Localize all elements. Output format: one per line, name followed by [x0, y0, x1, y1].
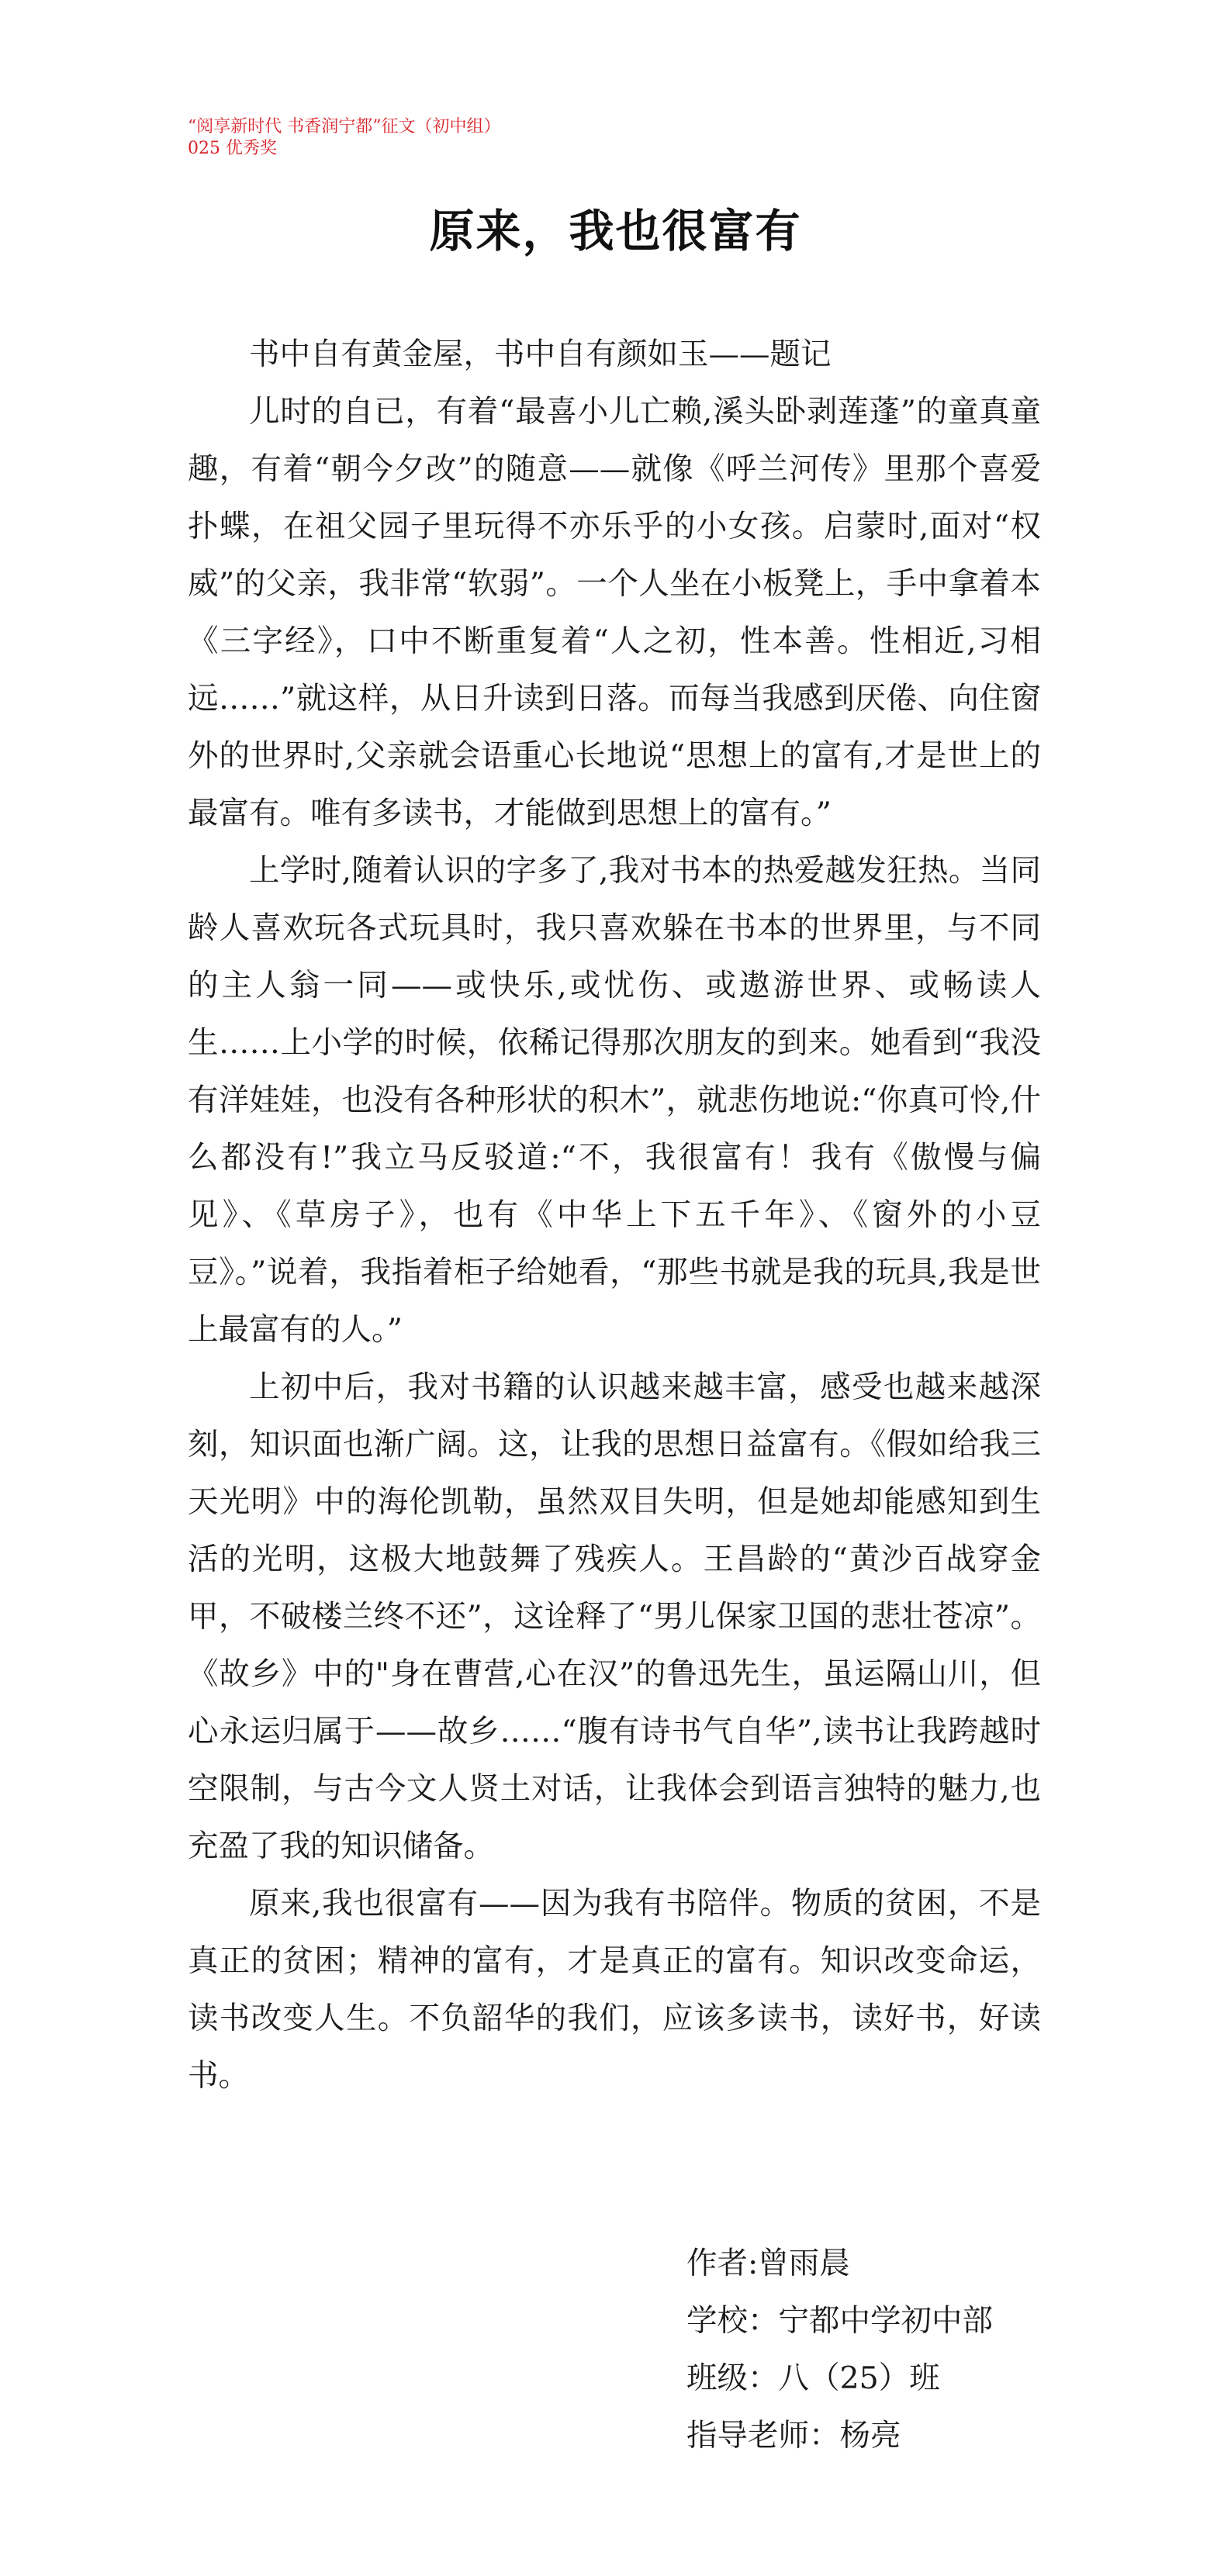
essay-body [188, 326, 1041, 2105]
author-line: 作者:曾雨晨 [686, 2246, 850, 2281]
essay-title: 原来，我也很富有 [429, 205, 802, 257]
contest-name: “阅享新时代 书香润宁都”征文（初中组） [188, 117, 501, 136]
award-level: 025 优秀奖 [188, 139, 277, 158]
teacher-line: 指导老师：杨亮 [686, 2418, 901, 2453]
paragraph-junior-high: 上初中后，我对书籍的认识越来越丰富，感受也越来越深刻，知识面也渐广阔。这，让我的思想日益富有。《假如给我三天光明》中的海伦凯勒，虽然双目失明，但是她却能感知到生活的光明，这极大地鼓舞了残疾人。王昌龄的“黄沙百战穿金甲，不破楼兰终不还”，这诠释了“男儿保家卫国的悲壮苍凉”。《故乡》中的"身在曹营,心在汉”的鲁迅先生，虽运隔山川，但心永运归属于——故乡……“腹有诗书气自华”,读书让我跨越时空限制，与古今文人贤土对话，让我体会到语言独特的魅力,也充盈了我的知识储备。 [188, 1369, 1041, 1864]
paragraph-school: 上学时,随着认识的字多了,我对书本的热爱越发狂热。当同龄人喜欢玩各式玩具时，我只喜欢躲在书本的世界里，与不同的主人翁一同——或快乐,或忧伤、或遨游世界、或畅读人生……上小学的时候，依稀记得那次朋友的到来。她看到“我没有洋娃娃，也没有各种形状的积木”，就悲伤地说:“你真可怜,什么都没有!”我立马反驳道:“不，我很富有！我有《傲慢与偏见》、《草房子》，也有《中华上下五千年》、《窗外的小豆豆》。”说着，我指着柜子给她看，“那些书就是我的玩具,我是世上最富有的人。” [188, 853, 1041, 1348]
award-header [188, 116, 501, 160]
paragraph-childhood: 儿时的自已，有着“最喜小儿亡赖,溪头卧剥莲蓬”的童真童趣，有着“朝今夕改”的随意——就像《呼兰河传》里那个喜爱扑蝶，在祖父园子里玩得不亦乐乎的小女孩。启蒙时,面对“权威”的父亲，我非常“软弱”。一个人坐在小板凳上，手中拿着本《三字经》，口中不断重复着“人之初，性本善。性相近,习相远……”就这样，从日升读到日落。而每当我感到厌倦、向住窗外的世界时,父亲就会语重心长地说“思想上的富有,才是世上的最富有。唯有多读书，才能做到思想上的富有。” [188, 394, 1041, 831]
epigraph: 书中自有黄金屋，书中自有颜如玉——题记 [249, 337, 832, 372]
class-line: 班级：八（25）班 [686, 2360, 940, 2396]
school-line: 学校：宁都中学初中部 [686, 2303, 993, 2339]
signature-block [686, 2235, 993, 2464]
paragraph-conclusion: 原来,我也很富有——因为我有书陪伴。物质的贫困，不是真正的贫困；精神的富有，才是真正的富有。知识改变命运，读书改变人生。不负韶华的我们，应该多读书，读好书，好读书。 [188, 1886, 1041, 2094]
